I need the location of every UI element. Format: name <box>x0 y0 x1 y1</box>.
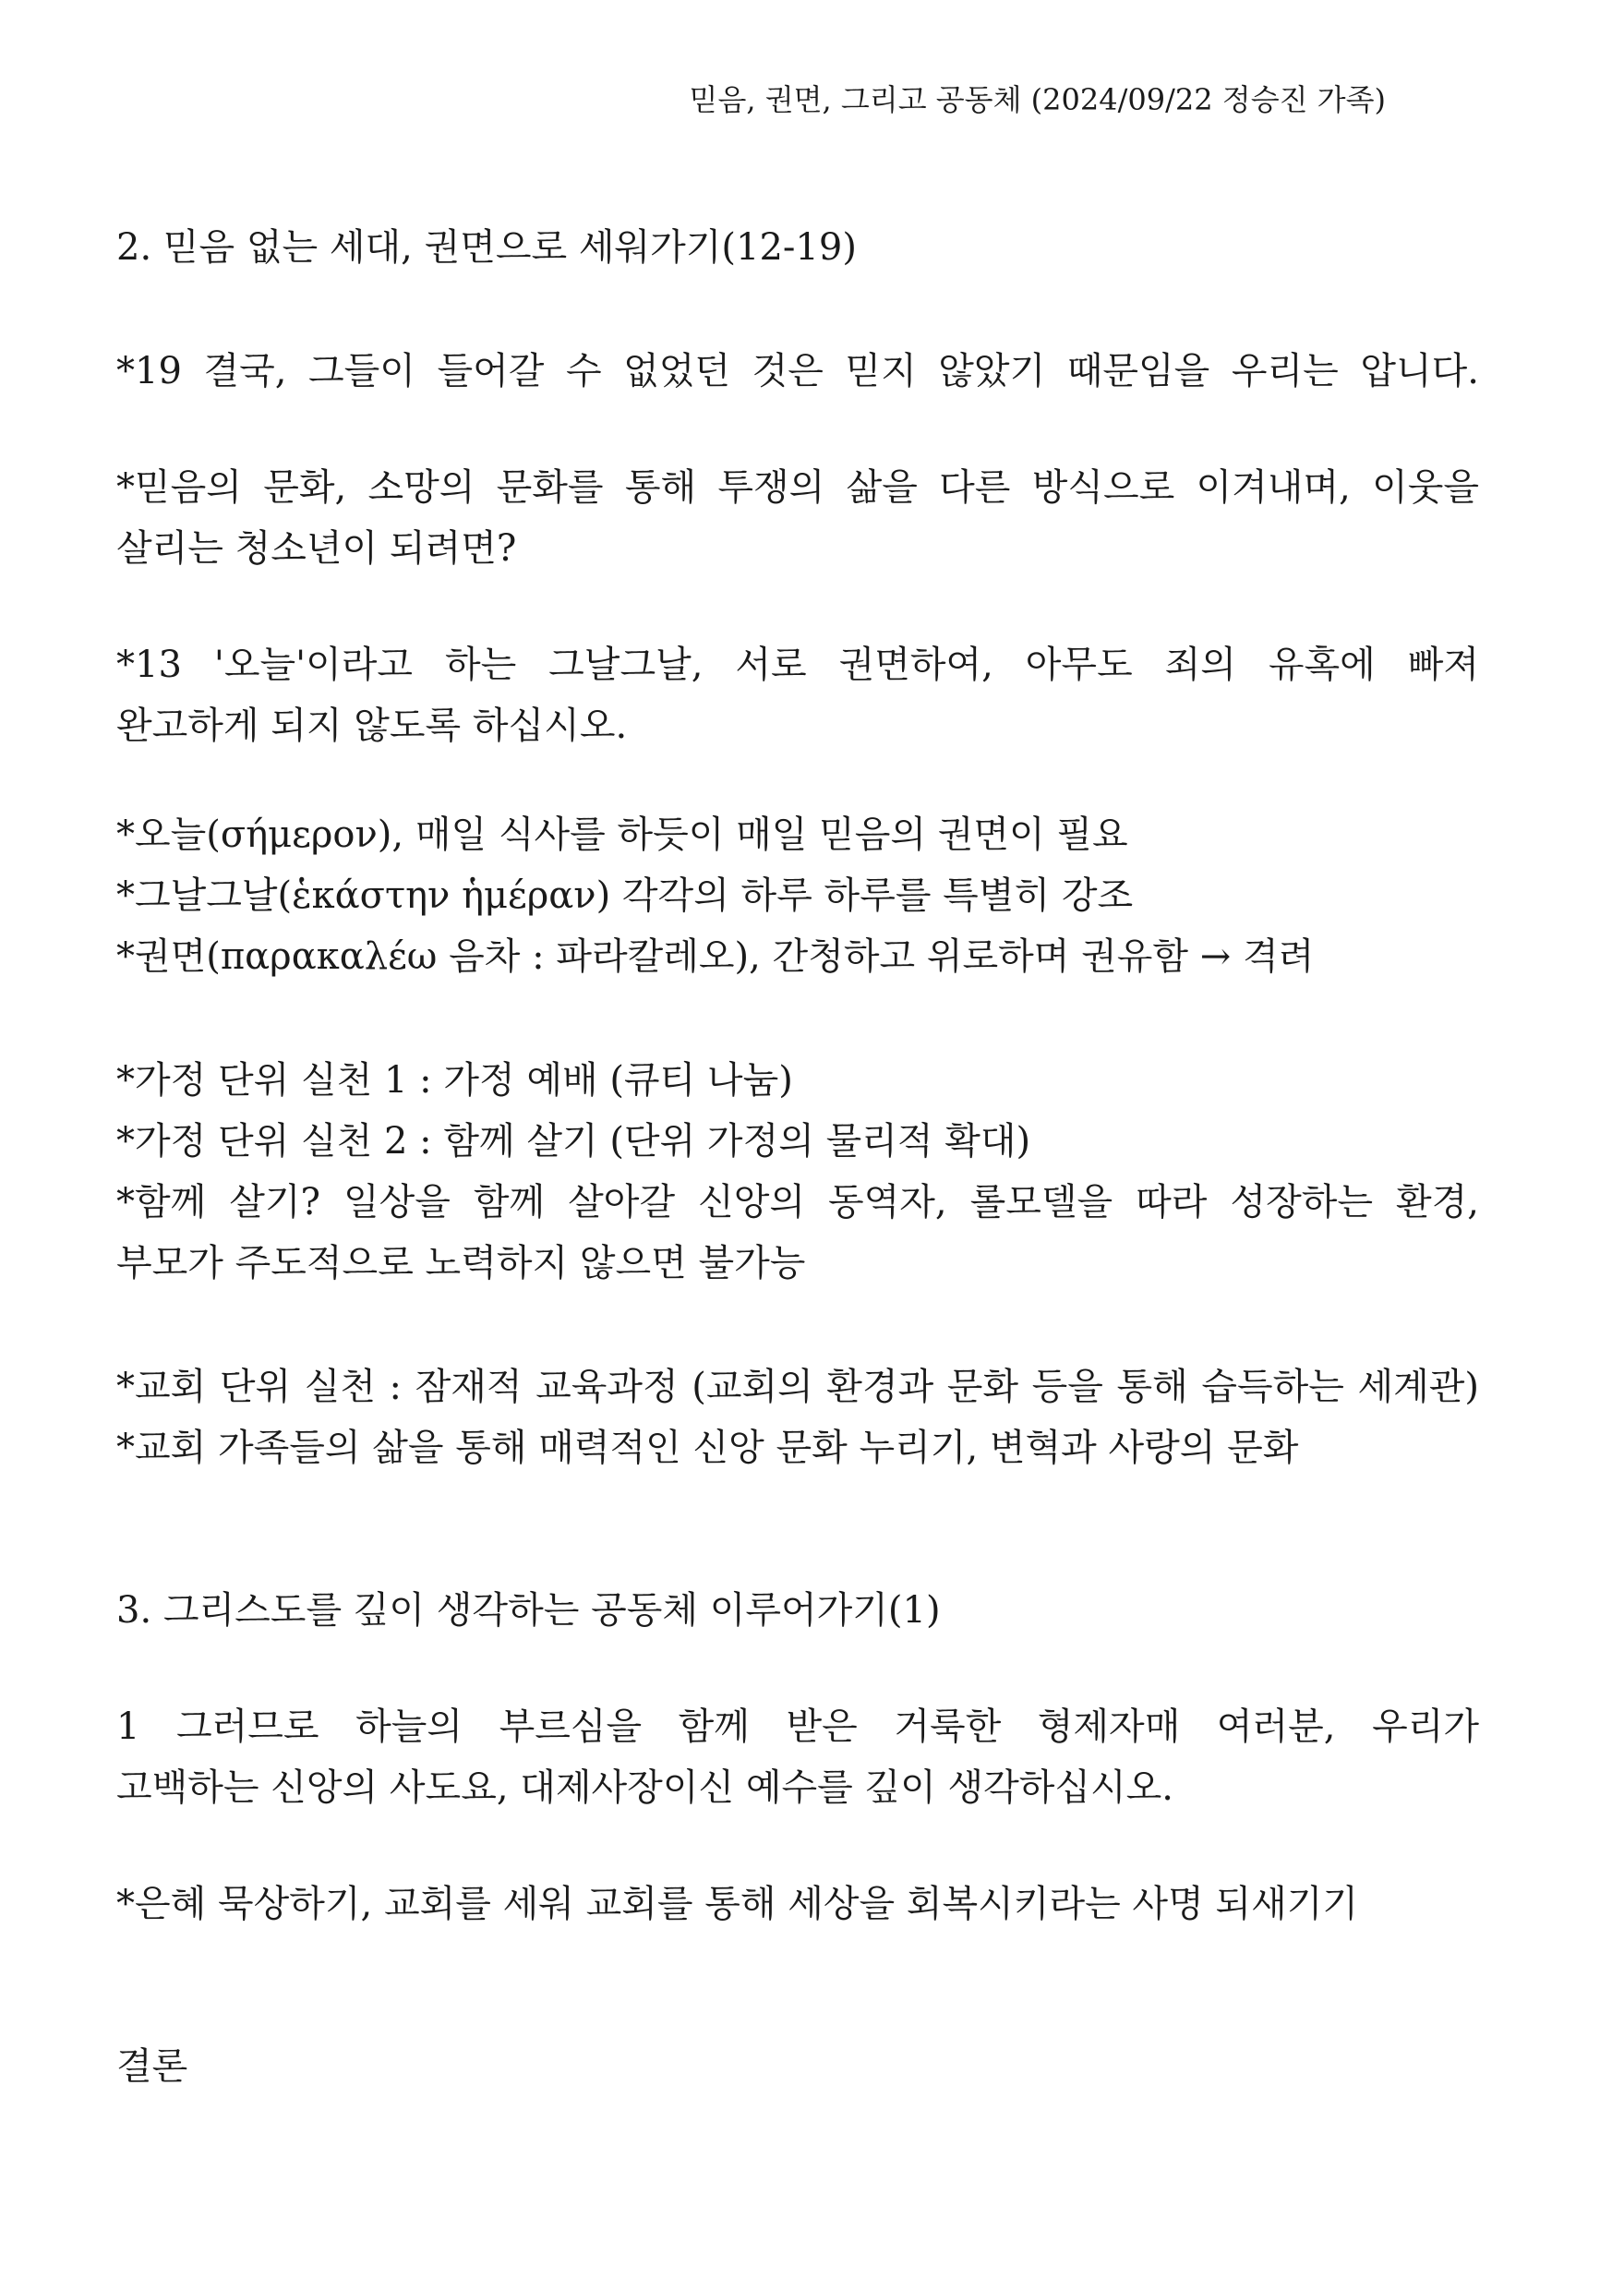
paragraph-verse-13-line-2: 완고하게 되지 않도록 하십시오. <box>116 705 628 747</box>
paragraph-verse-19: *19 결국, 그들이 들어갈 수 없었던 것은 믿지 않았기 때문임을 우리는 압니다. <box>116 350 1479 392</box>
note-living-together-line-2: 부모가 주도적으로 노력하지 않으면 불가능 <box>116 1242 806 1284</box>
note-exhortation: *권면(παρακαλέω 음차 : 파라칼레오), 간청하고 위로하며 권유함 → 격려 <box>116 935 1315 978</box>
paragraph-verse-1-line-2: 고백하는 신앙의 사도요, 대제사장이신 예수를 깊이 생각하십시오. <box>116 1766 1173 1809</box>
paragraph-culture-line-1: *믿음의 문화, 소망의 문화를 통해 투쟁의 삶을 다른 방식으로 이겨내며, 이웃을 <box>116 466 1479 509</box>
note-family-practice-2: *가정 단위 실천 2 : 함께 살기 (단위 가정의 물리적 확대) <box>116 1120 1031 1163</box>
conclusion-heading: 결론 <box>116 2045 188 2088</box>
note-today: *오늘(σήμερον), 매일 식사를 하듯이 매일 믿음의 권면이 필요 <box>116 814 1128 856</box>
paragraph-verse-1-line-1: 1 그러므로 하늘의 부르심을 함께 받은 거룩한 형제자매 여러분, 우리가 <box>116 1705 1479 1748</box>
note-each-day: *그날그날(ἑκάστην ἡμέραν) 각각의 하루 하루를 특별히 강조 <box>116 874 1134 917</box>
note-living-together-line-1: *함께 살기? 일상을 함께 살아갈 신앙의 동역자, 롤모델을 따라 성장하는 환경, <box>116 1181 1479 1223</box>
paragraph-culture-line-2: 살리는 청소년이 되려면? <box>116 527 517 570</box>
section-heading-3: 3. 그리스도를 깊이 생각하는 공동체 이루어가기(1) <box>116 1589 941 1632</box>
note-church-practice: *교회 단위 실천 : 잠재적 교육과정 (교회의 환경과 문화 등을 통해 습득하는 세계관) <box>116 1366 1479 1408</box>
note-grace-meditation: *은혜 묵상하기, 교회를 세워 교회를 통해 세상을 회복시키라는 사명 되새기기 <box>116 1883 1358 1925</box>
section-heading-2: 2. 믿음 없는 세대, 권면으로 세워가기(12-19) <box>116 226 857 269</box>
document-header: 믿음, 권면, 그리고 공동체 (2024/09/22 정승진 가족) <box>689 82 1386 117</box>
note-church-culture: *교회 가족들의 삶을 통해 매력적인 신앙 문화 누리기, 변혁과 사랑의 문화 <box>116 1427 1299 1469</box>
paragraph-verse-13-line-1: *13 '오늘'이라고 하는 그날그날, 서로 권면하여, 아무도 죄의 유혹에 빠져 <box>116 644 1479 686</box>
note-family-practice-1: *가정 단위 실천 1 : 가정 예배 (큐티 나눔) <box>116 1059 793 1102</box>
